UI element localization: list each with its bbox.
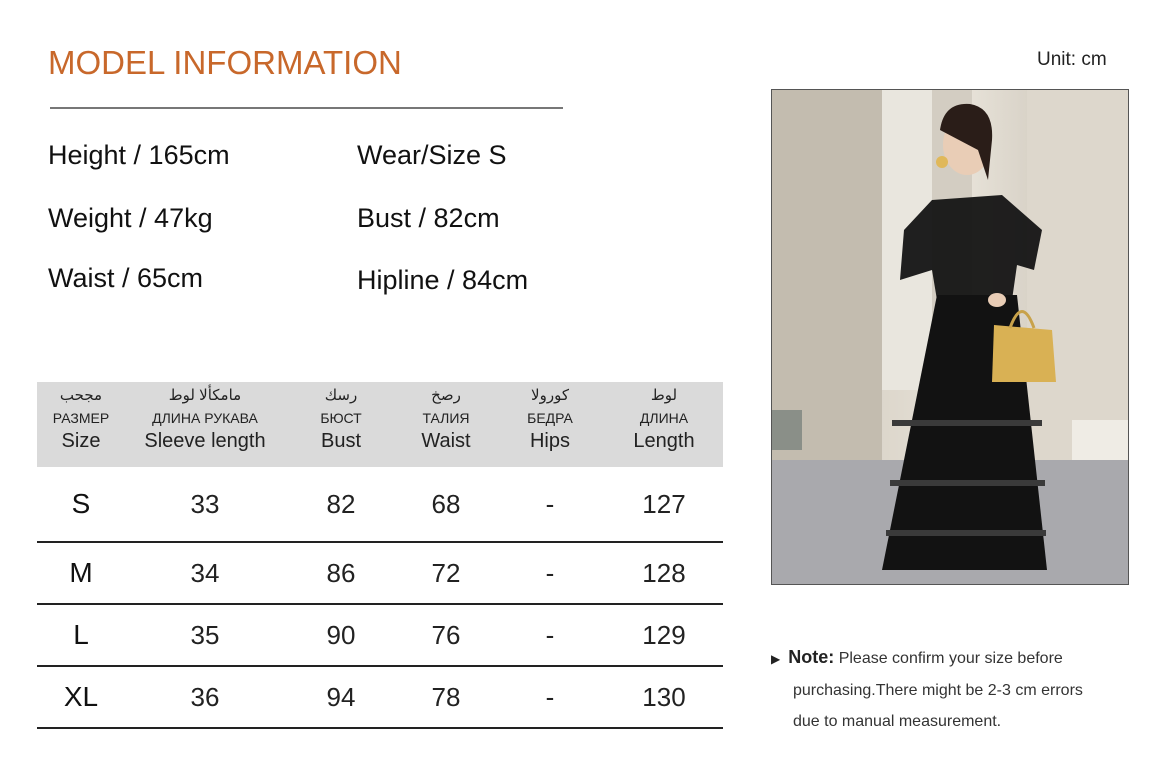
column-header-arabic: مامكألا لوط [168, 387, 242, 404]
spec-bust: Bust / 82cm [357, 203, 500, 233]
note-text-line-1: Please confirm your size before [838, 650, 1063, 667]
column-header-english: Size [61, 430, 101, 452]
spec-height: Height / 165cm [48, 140, 230, 170]
size-table [37, 382, 723, 729]
column-header-english: Waist [421, 430, 471, 452]
length-cell: 130 [605, 666, 723, 728]
column-header-hips [495, 382, 605, 467]
column-header-russian: БЕДРА [527, 410, 573, 426]
length-cell: 127 [605, 467, 723, 542]
column-header-arabic: رصخ [431, 387, 461, 404]
column-header-waist [397, 382, 495, 467]
column-header-english: Sleeve length [144, 430, 266, 452]
model-photo [771, 89, 1129, 585]
title-divider [50, 107, 563, 109]
hips-cell: - [495, 542, 605, 604]
table-row [37, 542, 723, 604]
column-header-english: Bust [320, 430, 362, 452]
table-row [37, 467, 723, 542]
size-cell: L [37, 604, 125, 666]
unit-label: Unit: cm [1037, 49, 1107, 70]
length-cell: 128 [605, 542, 723, 604]
column-header-russian: РАЗМЕР [52, 410, 110, 426]
table-header-row [37, 382, 723, 467]
sleeve-length-cell: 36 [125, 666, 285, 728]
model-photo-illustration [772, 90, 1129, 585]
column-header-english: Length [633, 430, 695, 452]
spec-waist: Waist / 65cm [48, 263, 204, 293]
column-header-arabic: مجحب [59, 387, 103, 404]
page-title: MODEL INFORMATION [48, 44, 402, 81]
hips-cell: - [495, 604, 605, 666]
column-header-russian: ДЛИНА [639, 410, 689, 426]
length-cell: 129 [605, 604, 723, 666]
column-header-russian: БЮСТ [320, 410, 362, 426]
sleeve-length-cell: 34 [125, 542, 285, 604]
table-row [37, 666, 723, 728]
column-header-sleeve-length [125, 382, 285, 467]
size-chart [37, 382, 723, 729]
column-header-arabic: لوط [650, 387, 678, 404]
table-row [37, 604, 723, 666]
column-header-bust [285, 382, 397, 467]
bust-cell: 90 [285, 604, 397, 666]
column-header-arabic: كورولا [531, 387, 569, 404]
sleeve-length-cell: 35 [125, 604, 285, 666]
size-cell: XL [37, 666, 125, 728]
waist-cell: 68 [397, 467, 495, 542]
sleeve-length-cell: 33 [125, 467, 285, 542]
size-note [771, 642, 1141, 737]
size-cell: M [37, 542, 125, 604]
size-cell: S [37, 467, 125, 542]
column-header-size [37, 382, 125, 467]
column-header-english: Hips [529, 430, 570, 452]
column-header-length [605, 382, 723, 467]
spec-wear-size: Wear/Size S [357, 140, 507, 170]
column-header-russian: ДЛИНА РУКАВА [152, 410, 258, 426]
bust-cell: 86 [285, 542, 397, 604]
note-label: Note: [788, 647, 835, 667]
bust-cell: 94 [285, 666, 397, 728]
spec-weight: Weight / 47kg [48, 203, 213, 233]
waist-cell: 78 [397, 666, 495, 728]
column-header-russian: ТАЛИЯ [422, 410, 470, 426]
waist-cell: 72 [397, 542, 495, 604]
bust-cell: 82 [285, 467, 397, 542]
waist-cell: 76 [397, 604, 495, 666]
note-text-line-2: purchasing.There might be 2-3 cm errors [793, 682, 1083, 699]
hips-cell: - [495, 467, 605, 542]
column-header-arabic: رسك [324, 387, 358, 404]
note-text-line-3: due to manual measurement. [793, 713, 1002, 730]
triangle-right-icon: ▶ [771, 652, 781, 666]
hips-cell: - [495, 666, 605, 728]
spec-hipline: Hipline / 84cm [357, 265, 529, 295]
